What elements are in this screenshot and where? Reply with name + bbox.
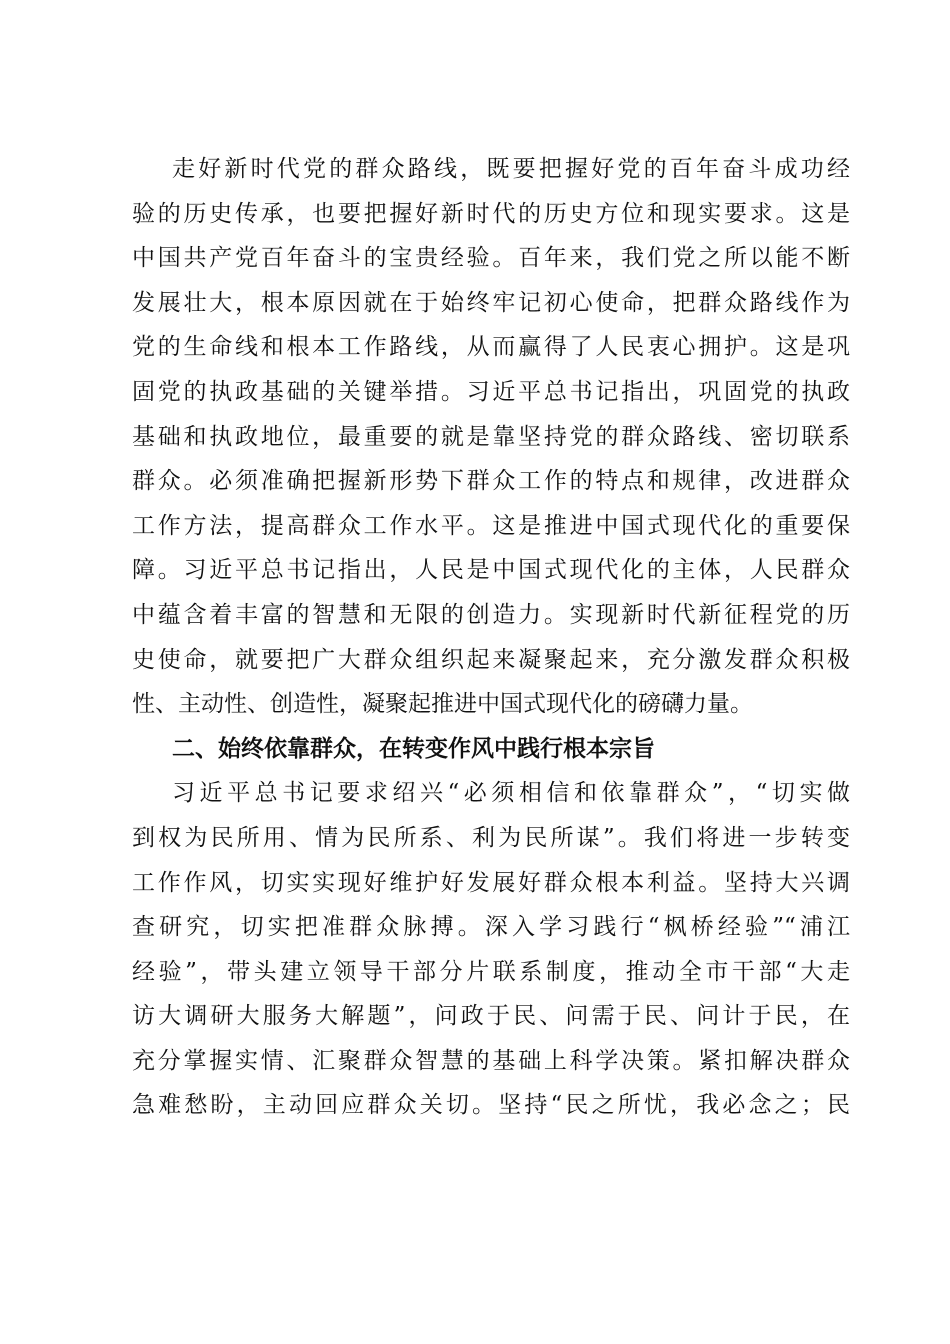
text-line: 走好新时代党的群众路线，既要把握好党的百年奋斗成功经: [172, 156, 850, 182]
text-line: 习近平总书记要求绍兴“必须相信和依靠群众”，“切实做: [172, 780, 850, 807]
text-line: 发展壮大，根本原因就在于始终牢记初心使命，把群众路线作为: [132, 289, 850, 316]
document-body: [132, 147, 850, 1128]
text-line: 充分掌握实情、汇聚群众智慧的基础上科学决策。紧扣解决群众: [132, 1047, 850, 1074]
text-line: 中蕴含着丰富的智慧和无限的创造力。实现新时代新征程党的历: [132, 601, 850, 628]
text-line: 党的生命线和根本工作路线，从而赢得了人民衷心拥护。这是巩: [132, 334, 850, 361]
text-line: 性、主动性、创造性，凝聚起推进中国式现代化的磅礴力量。: [132, 691, 753, 718]
text-line: 经验”，带头建立领导干部分片联系制度，推动全市干部“大走: [132, 958, 850, 985]
text-line: 障。习近平总书记指出，人民是中国式现代化的主体，人民群众: [132, 557, 850, 584]
text-line: 到权为民所用、情为民所系、利为民所谋”。我们将进一步转变: [132, 824, 850, 851]
text-line: 工作方法，提高群众工作水平。这是推进中国式现代化的重要保: [132, 512, 850, 539]
text-line: 群众。必须准确把握新形势下群众工作的特点和规律，改进群众: [132, 468, 850, 495]
text-line: 史使命，就要把广大群众组织起来凝聚起来，充分激发群众积极: [132, 646, 850, 673]
text-line: 急难愁盼，主动回应群众关切。坚持“民之所忧，我必念之；民: [132, 1092, 850, 1119]
section-heading: 二、始终依靠群众，在转变作风中践行根本宗旨: [172, 735, 655, 762]
text-line: 验的历史传承，也要把握好新时代的历史方位和现实要求。这是: [132, 200, 850, 227]
text-line: 固党的执政基础的关键举措。习近平总书记指出，巩固党的执政: [132, 378, 850, 405]
text-line: 查研究，切实把准群众脉搏。深入学习践行“枫桥经验”“浦江: [132, 914, 850, 941]
text-line: 访大调研大服务大解题”，问政于民、问需于民、问计于民，在: [132, 1003, 850, 1030]
text-line: 中国共产党百年奋斗的宝贵经验。百年来，我们党之所以能不断: [132, 245, 850, 272]
text-line: 基础和执政地位，最重要的就是靠坚持党的群众路线、密切联系: [132, 423, 850, 450]
text-line: 工作作风，切实实现好维护好发展好群众根本利益。坚持大兴调: [132, 869, 850, 896]
